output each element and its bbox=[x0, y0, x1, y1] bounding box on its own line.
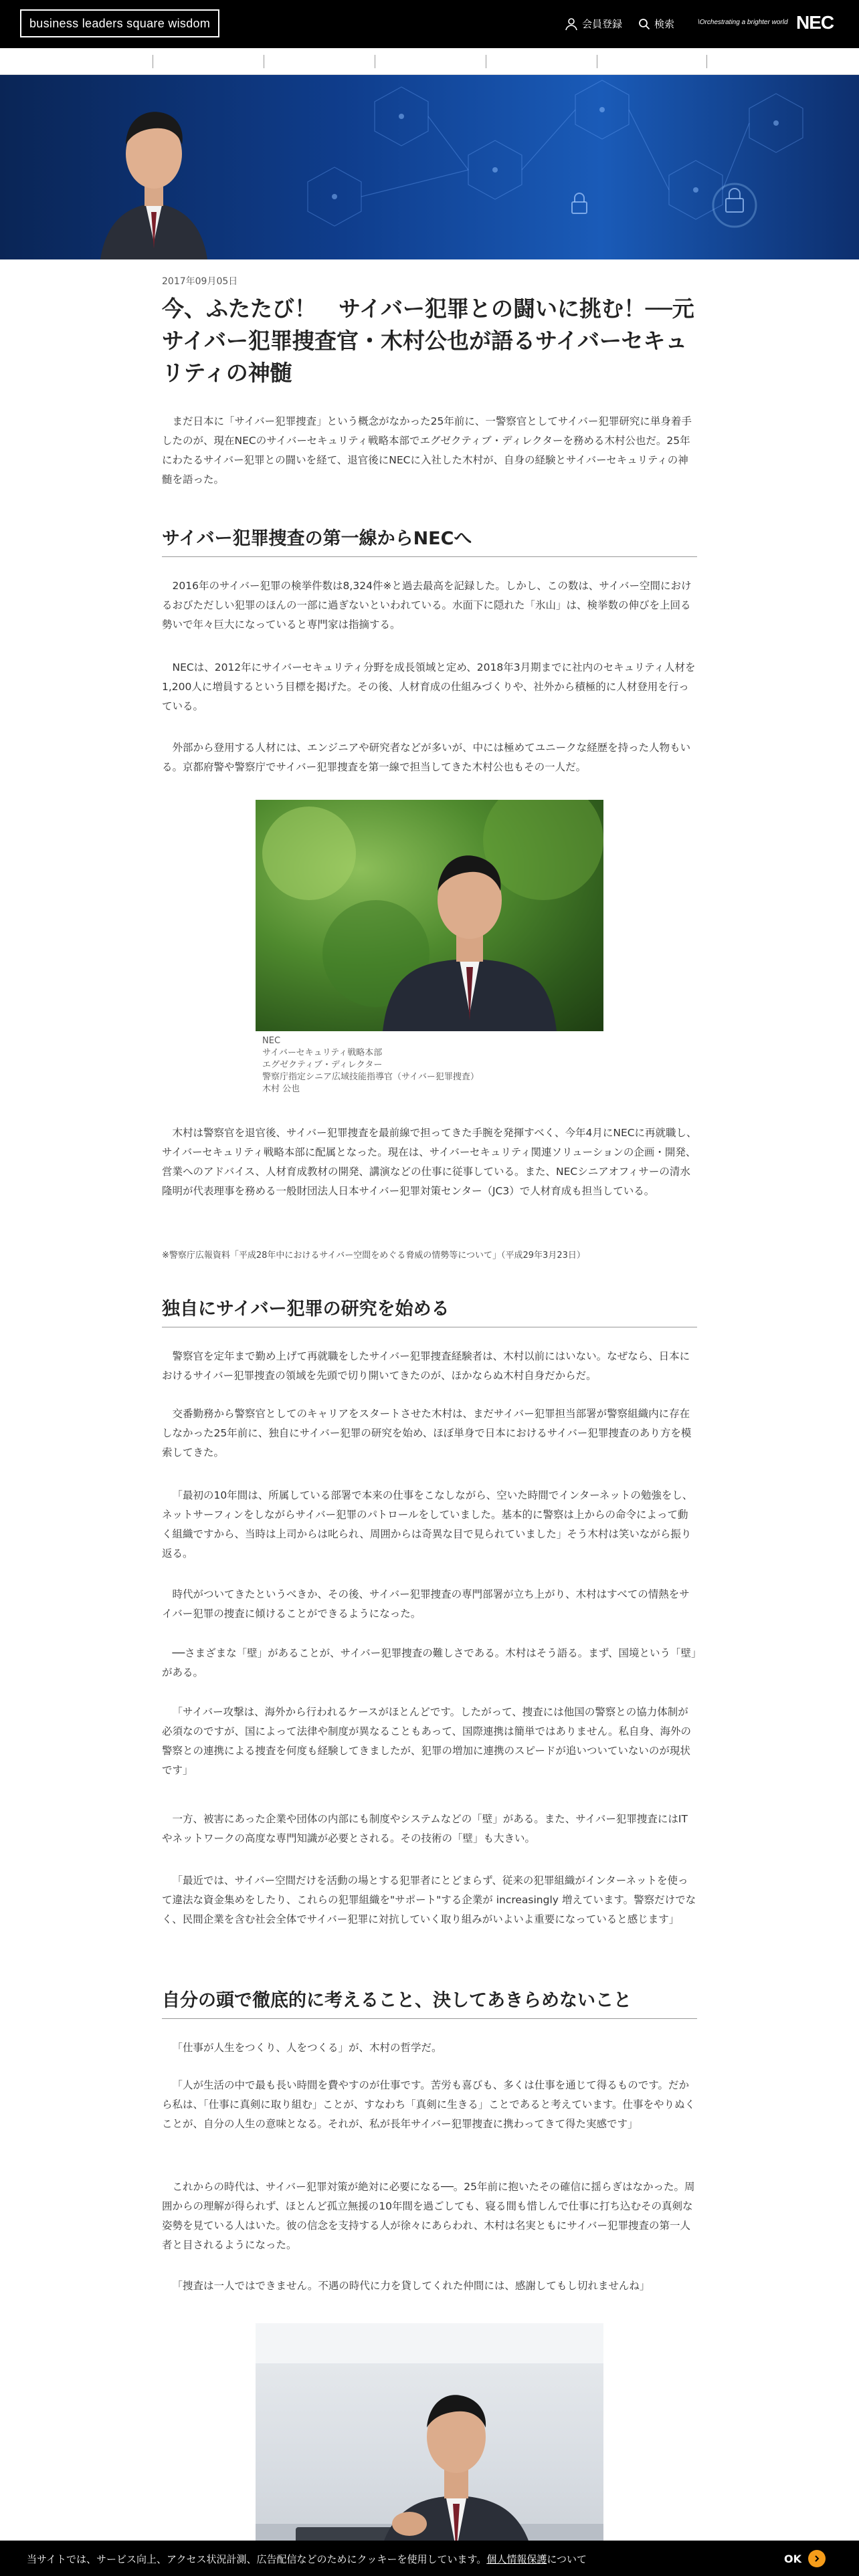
article-title: 今、ふたたび！ サイバー犯罪との闘いに挑む！──元サイバー犯罪捜査官・木村公也が語るサイバーセキュリティの神髄 bbox=[162, 296, 694, 386]
search-label: 検索 bbox=[654, 18, 675, 30]
portrait-image bbox=[256, 2323, 603, 2576]
caption-line: 警察庁指定シニア広域技能指導官（サイバー犯罪捜査） bbox=[262, 1072, 479, 1082]
paragraph: 交番勤務から警察官としてのキャリアをスタートさせた木村は、まだサイバー犯罪担当部署が警察組織内に存在しなかった25年前に、独自にサイバー犯罪の研究を始め、ほぼ単身で日本におけるサイバー犯罪捜査のあり方を模索してきた。 bbox=[162, 1408, 692, 1459]
paragraph: 時代がついてきたというべきか、その後、サイバー犯罪捜査の専門部署が立ち上がり、木村はすべての情熱をサイバー犯罪の捜査に傾けることができるようになった。 bbox=[162, 1588, 690, 1620]
caption-line: 木村 公也 bbox=[262, 1084, 300, 1094]
paragraph: 「捜査は一人ではできません。不遇の時代に力を貸してくれた仲間には、感謝してもし切れませんね」 bbox=[172, 2280, 650, 2292]
nec-tagline: \Orchestrating a brighter world bbox=[698, 19, 788, 26]
paragraph: 「最初の10年間は、所属している部署で本来の仕事をこなしながら、空いた時間でインターネットの勉強をし、ネットサーフィンをしながらサイバー犯罪のパトロールをしていました。基本的に警察は上からの命令によって動く組織ですから、当時は上司からは叱られ、周囲からは奇異な目で見られていました」そう木村は笑いながら振り返る。 bbox=[162, 1489, 693, 1560]
section-heading: 自分の頭で徹底的に考えること、決してあきらめないこと bbox=[162, 1988, 697, 2019]
section-heading: 独自にサイバー犯罪の研究を始める bbox=[162, 1296, 697, 1327]
category-nav bbox=[0, 48, 859, 75]
paragraph: これからの時代は、サイバー犯罪対策が絶対に必要になる──。25年前に抱いたその確信に揺らぎはなかった。周囲からの理解が得られず、ほとんど孤立無援の10年間を過ごしても、寝る間も惜しんで仕事に打ち込むその真剣な姿勢を見ている人はいた。彼の信念を支持する人が徐々にあらわれ、木村は名実ともにサイバー犯罪捜査の第一人者と目されるようになった。 bbox=[162, 2181, 695, 2251]
section-heading: サイバー犯罪捜査の第一線からNECへ bbox=[162, 526, 697, 557]
article-lead: まだ日本に「サイバー犯罪捜査」という概念がなかった25年前に、一警察官としてサイバー犯罪研究に単身着手したのが、現在NECのサイバーセキュリティ戦略本部でエグゼクティブ・ディレクターを務める木村公也だ。25年にわたるサイバー犯罪との闘いを経て、退官後にNECに入社した木村が、自身の経験とサイバーセキュリティの神髄を語った。 bbox=[162, 415, 692, 486]
cookie-message bbox=[27, 2552, 587, 2566]
photo-caption bbox=[262, 1035, 479, 1095]
register-link[interactable] bbox=[565, 16, 622, 32]
portrait-image bbox=[94, 75, 214, 259]
paragraph: 2016年のサイバー犯罪の検挙件数は8,324件※と過去最高を記録した。しかし、この数は、サイバー空間におけるおびただしい犯罪のほんの一部に過ぎないといわれている。水面下に隠れた「氷山」は、検挙数の伸びを上回る勢いで年々巨大になっていると専門家は指摘する。 bbox=[162, 580, 692, 631]
site-logo[interactable]: business leaders square wisdom bbox=[20, 9, 219, 37]
paragraph: 「人が生活の中で最も長い時間を費やすのが仕事です。苦労も喜びも、多くは仕事を通じて得るものです。だから私は、「仕事に真剣に取り組む」ことが、すなわち「真剣に生きる」ことであると考えています。仕事をやりぬくことが、自分の人生の意味となる。それが、私が長年サイバー犯罪捜査に携わってきて得た実感です」 bbox=[162, 2079, 696, 2130]
portrait-photo bbox=[256, 800, 603, 1031]
paragraph: 「最近では、サイバー空間だけを活動の場とする犯罪者にとどまらず、従来の犯罪組織がインターネットを使って違法な資金集めをしたり、これらの犯罪組織を"サポート"する企業が increasingly 増えています。警察だけでなく、民間企業を含む社会全体でサイバー犯罪に対抗していく取り組みがいよいよ重要になっていると感じます」 bbox=[162, 1874, 696, 1925]
cookie-banner bbox=[0, 2541, 859, 2576]
nav-divider bbox=[706, 55, 707, 68]
paragraph: 「仕事が人生をつくり、人をつくる」が、木村の哲学だ。 bbox=[172, 2042, 442, 2054]
nec-logo[interactable]: NEC bbox=[796, 12, 834, 33]
article-date: 2017年09月05日 bbox=[162, 276, 238, 287]
search-link[interactable] bbox=[638, 16, 674, 32]
site-header bbox=[0, 0, 859, 48]
caption-line: エグゼクティブ・ディレクター bbox=[262, 1060, 383, 1070]
paragraph: NECは、2012年にサイバーセキュリティ分野を成長領域と定め、2018年3月期までに社内のセキュリティ人材を1,200人に増員するという目標を掲げた。その後、人材育成の仕組みづくりや、社外から積極的に人材登用を行っている。 bbox=[162, 661, 696, 712]
cookie-suffix: について bbox=[547, 2553, 587, 2565]
user-icon bbox=[565, 17, 578, 31]
paragraph: 「サイバー攻撃は、海外から行われるケースがほとんどです。したがって、捜査には他国の警察との協力体制が必須なのですが、国によって法律や制度が異なることもあって、国際連携は簡単ではありません。私自身、海外の警察との連携による捜査を何度も経験してきましたが、犯罪の増加に連携のスピードが追いついていないのが現状です」 bbox=[162, 1706, 691, 1776]
hero-banner bbox=[0, 75, 859, 259]
cookie-ok-button[interactable] bbox=[784, 2550, 826, 2567]
paragraph: 警察官を定年まで勤め上げて再就職をしたサイバー犯罪捜査経験者は、木村以前にはいない。なぜなら、日本におけるサイバー犯罪捜査の領域を先頭で切り開いてきたのが、ほかならぬ木村自身だからだ。 bbox=[162, 1350, 690, 1382]
office-photo bbox=[256, 2323, 603, 2576]
register-label: 会員登録 bbox=[582, 18, 623, 30]
caption-line: NEC bbox=[262, 1036, 281, 1046]
paragraph: 一方、被害にあった企業や団体の内部にも制度やシステムなどの「壁」がある。また、サイバー犯罪捜査にはITやネットワークの高度な専門知識が必要とされる。その技術の「壁」も大きい。 bbox=[162, 1813, 688, 1844]
cookie-text: 当サイトでは、サービス向上、アクセス状況計測、広告配信などのためにクッキーを使用しています。 bbox=[27, 2553, 487, 2565]
ok-label: OK bbox=[784, 2552, 801, 2565]
caption-line: サイバーセキュリティ戦略本部 bbox=[262, 1048, 383, 1058]
search-icon bbox=[638, 18, 650, 30]
footnote: ※警察庁広報資料「平成28年中におけるサイバー空間をめぐる脅威の情勢等について」（平成29年3月23日） bbox=[162, 1251, 585, 1261]
paragraph: 木村は警察官を退官後、サイバー犯罪捜査を最前線で担ってきた手腕を発揮すべく、今年4月にNECに再就職し、サイバーセキュリティ戦略本部に配属となった。現在は、サイバーセキュリティ関連ソリューションの企画・開発、営業へのアドバイス、人材育成教材の開発、講演などの仕事に従事している。また、NECシニアオフィサーの清水隆明が代表理事を務める一般財団法人日本サイバー犯罪対策センター（JC3）で人材育成も担当している。 bbox=[162, 1127, 697, 1197]
paragraph: 外部から登用する人材には、エンジニアや研究者などが多いが、中には極めてユニークな経歴を持った人物もいる。京都府警や警察庁でサイバー犯罪捜査を第一線で担当してきた木村公也もその一人だ。 bbox=[162, 742, 691, 773]
paragraph: ──さまざまな「壁」があることが、サイバー犯罪捜査の難しさである。木村はそう語る。まず、国境という「壁」がある。 bbox=[162, 1647, 696, 1679]
privacy-link[interactable]: 個人情報保護 bbox=[486, 2553, 547, 2565]
chevron-right-icon bbox=[808, 2550, 826, 2567]
portrait-image bbox=[256, 800, 603, 1031]
